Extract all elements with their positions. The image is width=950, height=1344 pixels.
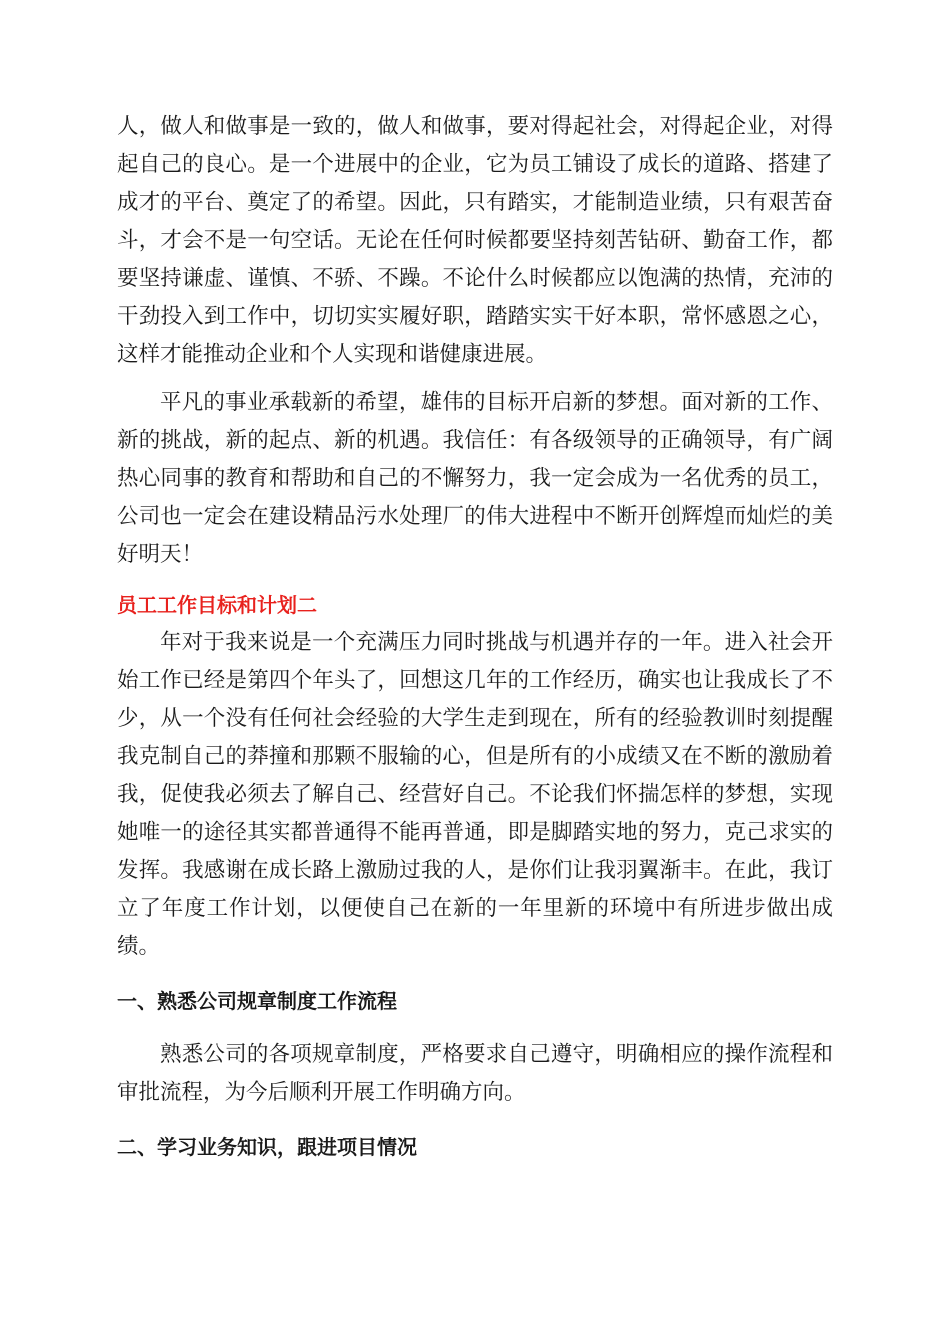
heading-rules: 一、熟悉公司规章制度工作流程 xyxy=(117,989,397,1013)
paragraph-outlook: 平凡的事业承载新的希望，雄伟的目标开启新的梦想。面对新的工作、新的挑战，新的起点、新的机遇。我信任：有各级领导的正确领导，有广阔热心同事的教育和帮助和自己的不懈努力，我一定会成为一名优秀的员工，公司也一定会在建设精品污水处理厂的伟大进程中不断开创辉煌而灿烂的美好明天！ xyxy=(117,390,833,567)
section-title: 员工工作目标和计划二 xyxy=(117,593,317,617)
paragraph-continuation: 人，做人和做事是一致的，做人和做事，要对得起社会，对得起企业，对得起自己的良心。是一个进展中的企业，它为员工铺设了成长的道路、搭建了成才的平台、奠定了的希望。因此，只有踏实，才能制造业绩，只有艰苦奋斗，才会不是一句空话。无论在任何时候都要坚持刻苦钻研、勤奋工作，都要坚持谦虚、谨慎、不骄、不躁。不论什么时候都应以饱满的热情，充沛的干劲投入到工作中，切切实实履好职，踏踏实实干好本职，常怀感恩之心，这样才能推动企业和个人实现和谐健康进展。 xyxy=(117,114,833,367)
paragraph-rules: 熟悉公司的各项规章制度，严格要求自己遵守，明确相应的操作流程和审批流程，为今后顺利开展工作明确方向。 xyxy=(117,1042,833,1105)
heading-business: 二、学习业务知识，跟进项目情况 xyxy=(117,1135,417,1159)
paragraph-intro: 年对于我来说是一个充满压力同时挑战与机遇并存的一年。进入社会开始工作已经是第四个年头了，回想这几年的工作经历，确实也让我成长了不少，从一个没有任何社会经验的大学生走到现在，所有的经验教训时刻提醒我克制自己的莽撞和那颗不服输的心，但是所有的小成绩又在不断的激励着我，促使我必须去了解自己、经营好自己。不论我们怀揣怎样的梦想，实现她唯一的途径其实都普通得不能再普通，即是脚踏实地的努力，克己求实的发挥。我感谢在成长路上激励过我的人，是你们让我羽翼渐丰。在此，我订立了年度工作计划，以便使自己在新的一年里新的环境中有所进步做出成绩。 xyxy=(117,630,833,959)
document-body xyxy=(117,108,833,1166)
